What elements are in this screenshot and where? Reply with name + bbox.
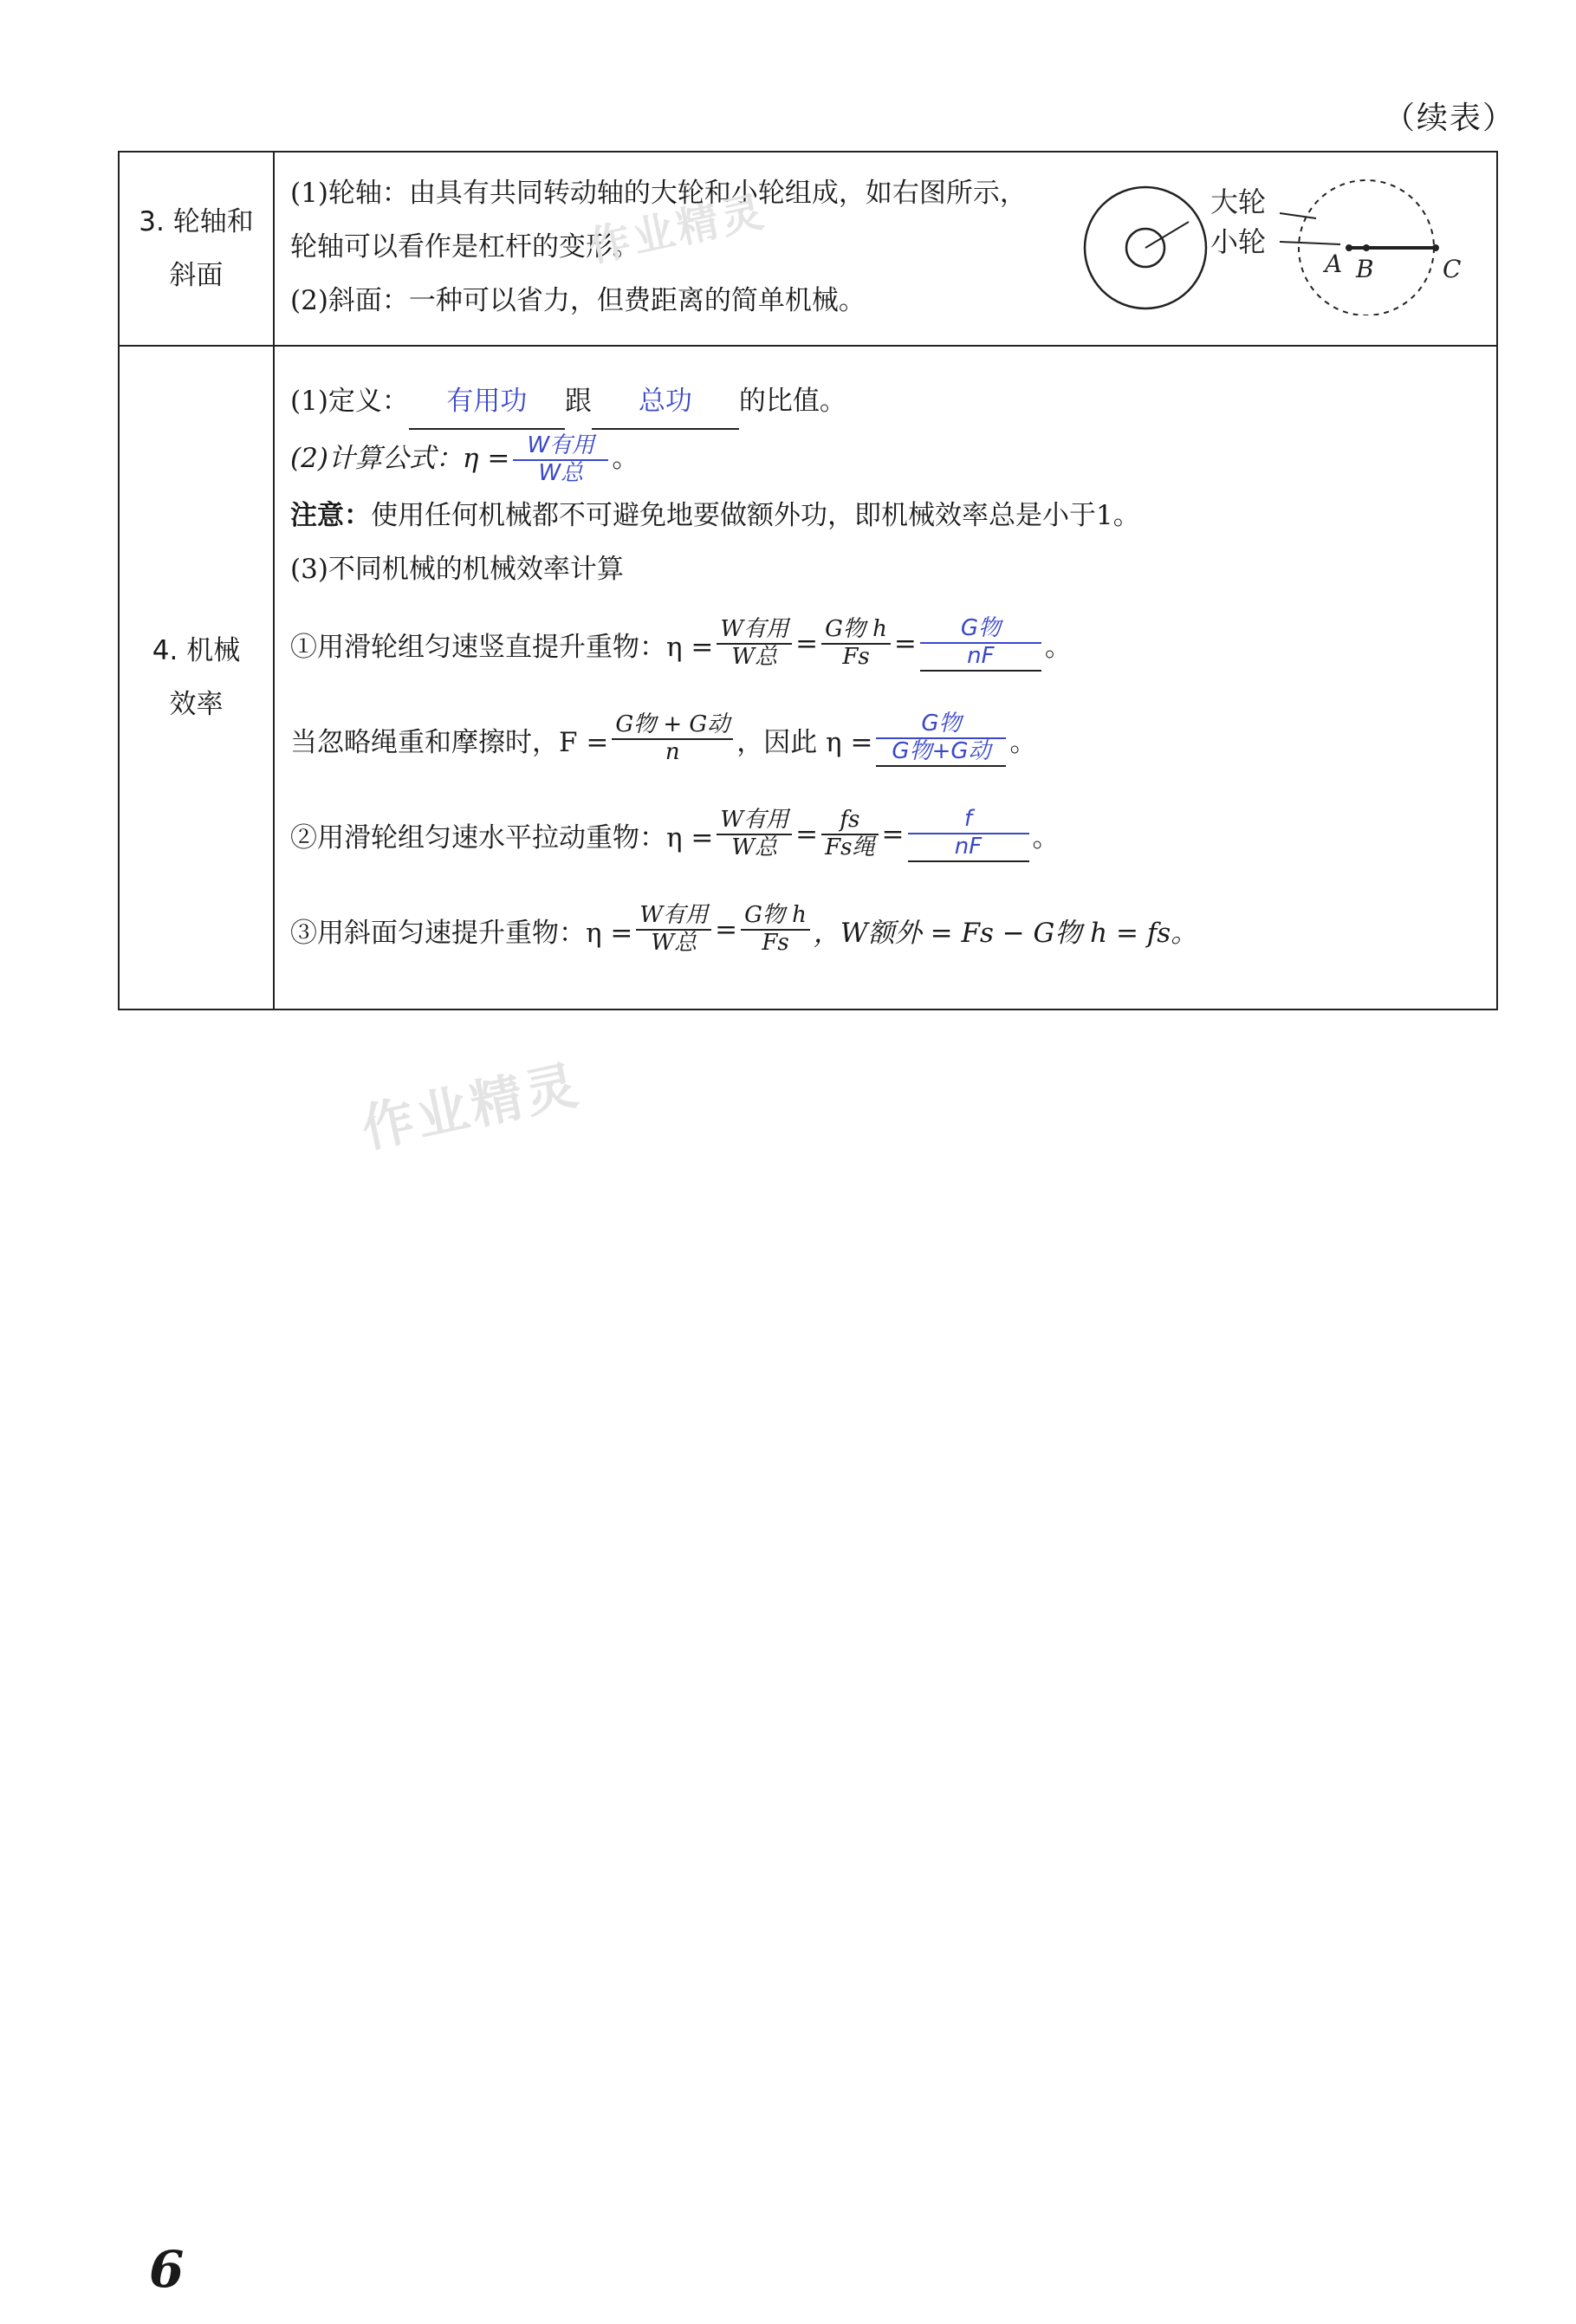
point-b-label: B [1356,255,1374,283]
formula-prefix: (2)计算公式：η = [290,443,510,474]
ignore-friction-line [290,691,1481,787]
fraction-denominator: nF [908,834,1029,862]
row-content [274,346,1497,1009]
fraction [821,808,878,861]
row-title [119,346,274,1009]
definition-mid: 跟 [564,386,592,417]
row-title-line: 斜面 [169,260,224,291]
small-wheel-label: 小轮 [1210,225,1267,258]
case2-line [290,787,1481,882]
big-wheel-label: 大轮 [1210,185,1267,218]
fraction-denominator: G物+G动 [876,739,1006,767]
definition-prefix: (1)定义： [290,386,409,417]
fraction-numerator: W有用 [717,617,792,645]
fraction-numerator: G物 h [821,617,891,645]
table-row [119,152,1497,346]
answer-fraction [908,807,1029,862]
fraction-denominator: W总 [731,644,778,670]
ignore-prefix: 当忽略绳重和摩擦时，F = [290,726,609,758]
answer-blank: 总功 [592,374,739,430]
equals-sign: = [893,628,917,659]
equals-sign: = [881,819,905,850]
fraction [612,712,733,766]
row-title [119,152,274,346]
fraction [717,808,792,861]
fraction-denominator: W总 [731,834,778,860]
case3-line [290,882,1481,977]
note-text: 使用任何机械都不可避免地要做额外功，即机械效率总是小于1。 [371,500,1140,531]
fraction-numerator: G物 + G动 [612,712,733,740]
fraction-denominator: Fs [762,930,789,956]
fraction [741,903,810,957]
formula-line [290,428,1481,489]
fraction-numerator: W有用 [513,433,608,461]
row-title-line: 效率 [169,689,224,720]
fraction-denominator: nF [920,644,1041,672]
ignore-mid: ，因此 η = [736,726,873,758]
fraction-numerator: f [908,807,1029,834]
definition-line [290,374,1481,428]
row-title-line: 3. 轮轴和 [139,206,254,237]
note-line [290,489,1481,542]
fraction-denominator: Fs绳 [825,834,875,860]
continued-label: （续表） [1383,101,1515,136]
definition-suffix: 的比值。 [738,386,846,417]
case1-prefix: ①用滑轮组匀速竖直提升重物：η = [290,631,714,663]
watermark: 作业精灵 [356,1055,587,1160]
fraction-denominator: Fs [842,644,870,670]
fraction-numerator: G物 [920,616,1041,644]
equals-sign: = [795,819,819,850]
fraction-numerator: W有用 [636,903,711,931]
equals-sign: = [715,914,738,945]
table-row [119,346,1497,1009]
case2-suffix: 。 [1032,821,1060,854]
fraction-denominator: W总 [538,459,584,486]
case1-line [290,596,1481,691]
text-line: (2)斜面：一种可以省力，但费距离的简单机械。 [290,285,866,316]
point-a-label: A [1325,250,1343,278]
page-number: 6 [149,2240,185,2299]
fraction-numerator: G物 h [741,903,810,931]
section-heading: (3)不同机械的机械效率计算 [290,554,624,585]
answer-fraction [920,616,1041,672]
case3-suffix: ，W额外 = Fs − G物 h = fs。 [813,917,1198,949]
row-title-line: 4. 机械 [152,635,241,666]
case2-prefix: ②用滑轮组匀速水平拉动重物：η = [290,821,714,854]
knowledge-table [118,151,1498,1010]
fraction [717,617,792,671]
case3-prefix: ③用斜面匀速提升重物：η = [290,917,633,949]
answer-fraction [513,433,608,487]
answer-blank: 有用功 [409,374,565,430]
fraction-numerator: W有用 [717,808,792,835]
fraction-numerator: fs [821,808,878,835]
ignore-suffix: 。 [1009,726,1037,758]
point-c-label: C [1443,255,1462,283]
formula-suffix: 。 [612,443,639,474]
fraction-denominator: W总 [651,930,697,956]
text-line: 轮轴可以看作是杠杆的变形。 [290,231,639,263]
watermark: 作业精灵 [584,186,771,272]
fraction [821,617,891,671]
fraction-denominator: n [665,739,680,765]
wheel-axle-diagram [1080,177,1462,315]
row-content [274,152,1497,346]
fraction [636,903,711,957]
fraction-numerator: G物 [876,711,1006,739]
case1-suffix: 。 [1044,631,1072,663]
note-label: 注意： [290,500,371,531]
answer-fraction [876,711,1006,767]
text-line: (1)轮轴：由具有共同转动轴的大轮和小轮组成，如右图所示， [290,178,1027,209]
equals-sign: = [795,628,819,659]
